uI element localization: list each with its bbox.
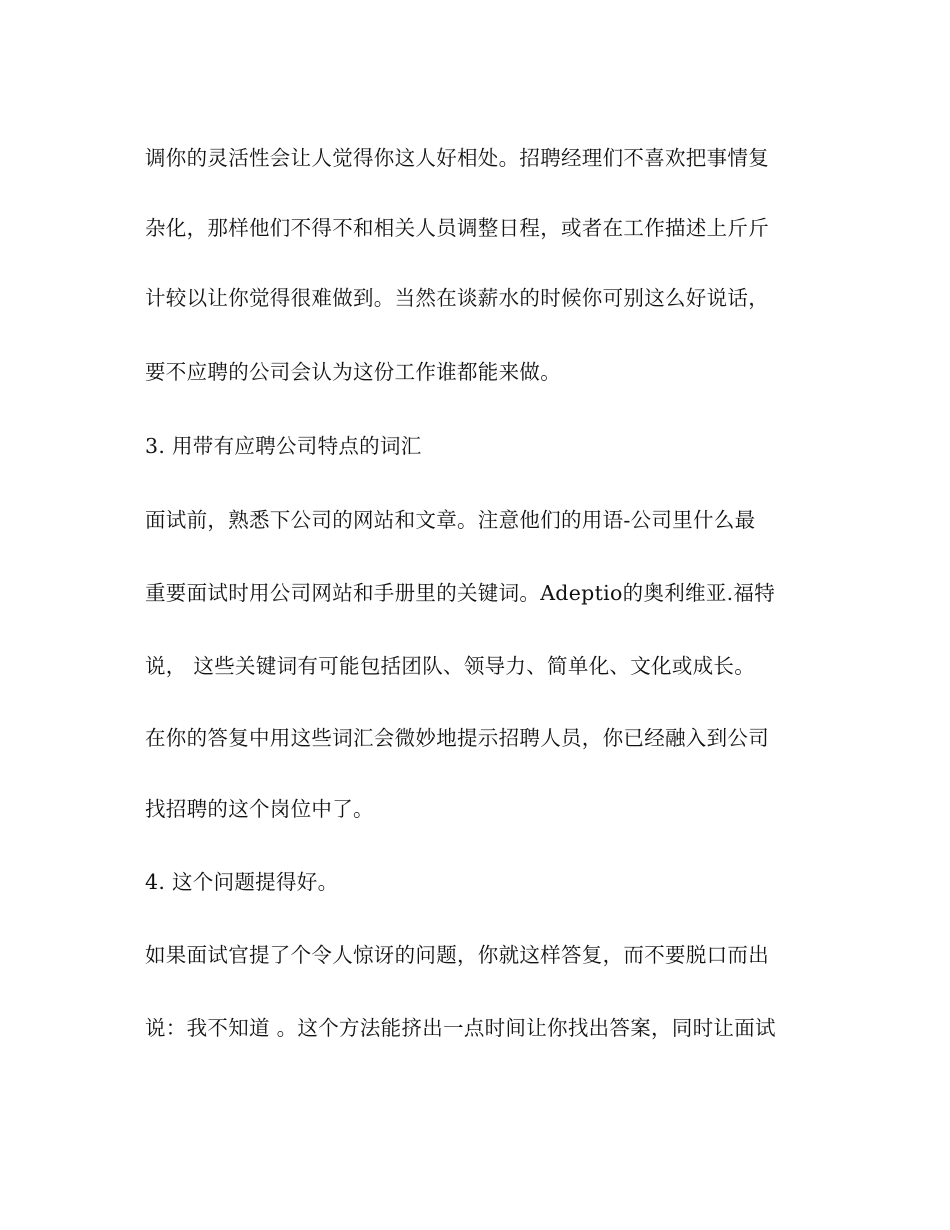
body-text-line: 如果面试官提了个令人惊讶的问题，你就这样答复，而不要脱口而出 bbox=[145, 943, 769, 967]
body-text-line: 调你的灵活性会让人觉得你这人好相处。招聘经理们不喜欢把事情复 bbox=[145, 146, 769, 170]
body-text-line: 面试前，熟悉下公司的网站和文章。注意他们的用语-公司里什么最 bbox=[145, 508, 756, 532]
body-text-line: 找招聘的这个岗位中了。 bbox=[145, 797, 374, 821]
body-text-line: 要不应聘的公司会认为这份工作谁都能来做。 bbox=[145, 360, 561, 384]
body-text-line: 在你的答复中用这些词汇会微妙地提示招聘人员，你已经融入到公司 bbox=[145, 726, 769, 750]
body-text-line: 计较以让你觉得很难做到。当然在谈薪水的时候你可别这么好说话， bbox=[145, 286, 769, 310]
section-heading-3: 3. 用带有应聘公司特点的词汇 bbox=[145, 434, 422, 458]
body-text-line: 杂化，那样他们不得不和相关人员调整日程，或者在工作描述上斤斤 bbox=[145, 216, 769, 240]
body-text-line: 说， 这些关键词有可能包括团队、领导力、简单化、文化或成长。 bbox=[145, 654, 756, 678]
body-text-line: 说：我不知道 。这个方法能挤出一点时间让你找出答案，同时让面试 bbox=[145, 1016, 776, 1040]
body-text-line: 重要面试时用公司网站和手册里的关键词。Adeptio的奥利维亚.福特 bbox=[145, 581, 776, 605]
section-heading-4: 4. 这个问题提得好。 bbox=[145, 870, 339, 894]
